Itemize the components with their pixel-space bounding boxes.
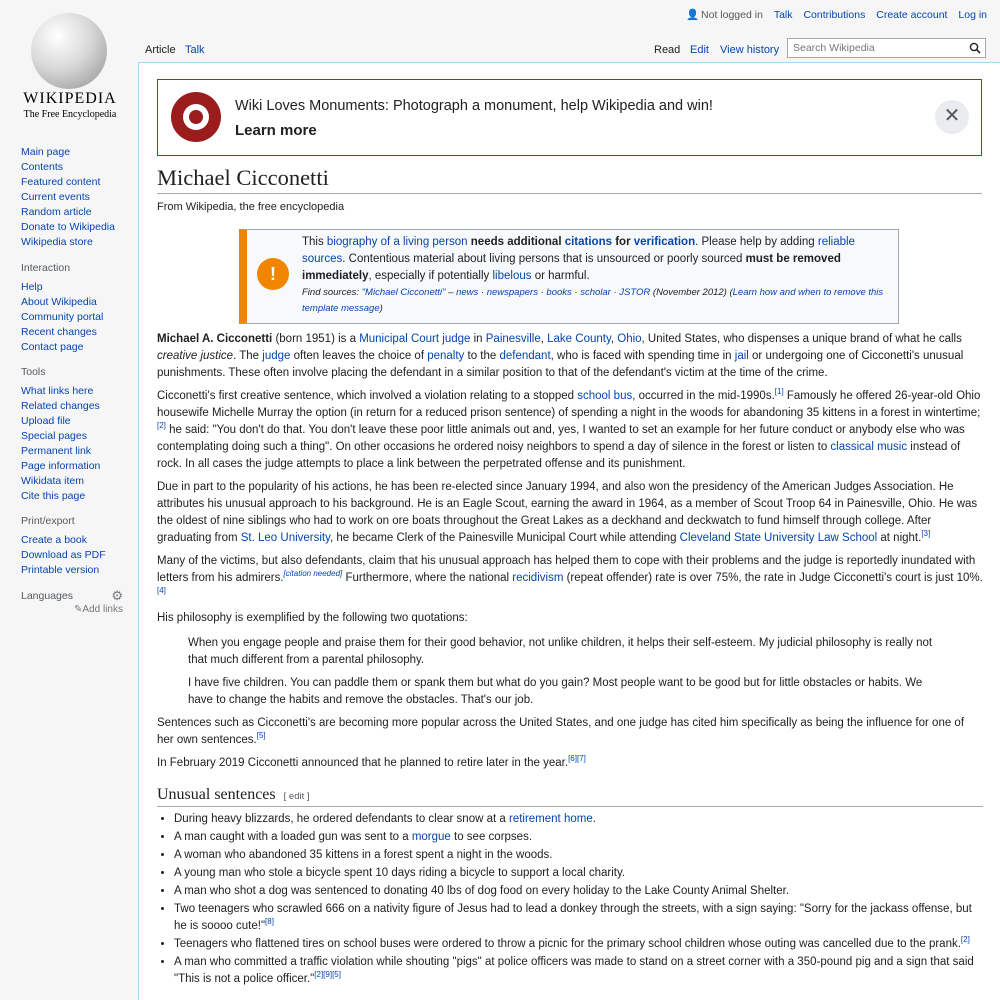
learn-remove-link[interactable]: Learn how and when to remove this template message	[302, 287, 884, 314]
warning-icon: !	[257, 258, 289, 290]
sidebar-main-nav	[21, 145, 115, 250]
banner-learn-more[interactable]: Learn more	[235, 122, 317, 139]
citation-needed	[284, 569, 343, 578]
link-school-bus[interactable]: school bus	[577, 390, 633, 402]
text: . The	[233, 350, 263, 362]
tab-view-history[interactable]: View history	[720, 44, 780, 56]
books-link[interactable]: books	[546, 287, 572, 298]
text: to see corpses.	[450, 831, 533, 843]
paragraph	[157, 715, 983, 749]
paragraph	[157, 388, 983, 473]
sidebar-item-contact[interactable]: Contact page	[21, 341, 84, 353]
text: (repeat offender) rate is over 75%, the rate in Judge Cicconetti's court is just 10%.	[563, 572, 983, 584]
find-sources-label: Find sources:	[302, 287, 362, 298]
text: Teenagers who flattened tires on school buses were ordered to throw a picnic for the primary school children whose outing was cancelled due to the prank.	[174, 938, 961, 950]
citations-link[interactable]: citations	[564, 236, 613, 248]
sidebar-item-special-pages[interactable]: Special pages	[21, 430, 87, 442]
logo-tagline: The Free Encyclopedia	[23, 109, 117, 120]
paragraph: His philosophy is exemplified by the following two quotations:	[157, 612, 468, 624]
text: Due in part to the popularity of his actions, he has been re-elected since January 1994, and also won the presidency of the American Judges Association. He attributes his unusual approach to his background. He is an Eagle Scout, earning the award in 1964, as a member of Scout Troop 64 in Painesville, Ohio. He was the oldest of nine siblings who had to work on ore boats throughout the Great Lakes as a deckhand and deckwatch to fund himself through college. After graduating from	[157, 481, 978, 544]
list-item: • A man who shot a dog was sentenced to donating 40 lbs of dog food on every holiday to the Lake County Animal Shelter.	[174, 883, 983, 900]
sidebar-languages	[21, 590, 123, 615]
user-icon: 👤	[685, 9, 700, 21]
find-sources	[302, 285, 894, 317]
wiki-loves-monuments-icon	[171, 92, 221, 142]
link-painesville[interactable]: Painesville	[485, 333, 541, 345]
separator: ·	[610, 287, 620, 298]
tab-edit[interactable]: Edit	[690, 44, 709, 56]
sidebar-print	[21, 515, 106, 578]
search-placeholder: Search Wikipedia	[793, 42, 875, 54]
create-account-link[interactable]: Create account	[876, 9, 948, 21]
link-jail[interactable]: jail	[734, 350, 749, 362]
link-lake-county[interactable]: Lake County	[547, 333, 611, 345]
reference-link[interactable]: [8]	[265, 917, 274, 927]
page-subtitle: From Wikipedia, the free encyclopedia	[157, 201, 345, 213]
text: or undergoing one of Cicconetti's unusual punishments. These often involve placing the defendant in a similar position to that of the defendant's victim at the time of the crime.	[157, 350, 964, 379]
sidebar-item-featured-content[interactable]: Featured content	[21, 176, 101, 188]
talk-link[interactable]	[766, 9, 793, 21]
login-link[interactable]: Log in	[958, 9, 987, 21]
text: .	[592, 813, 596, 825]
view-tabs	[648, 37, 783, 63]
text: in	[470, 333, 486, 345]
link-morgue[interactable]: morgue	[411, 831, 451, 843]
wikipedia-logo[interactable]	[20, 10, 120, 122]
verification-link[interactable]: verification	[633, 236, 696, 248]
text: often leaves the choice of	[290, 350, 428, 362]
text: In February 2019 Cicconetti announced that he planned to retire later in the year.	[157, 757, 569, 769]
jstor-link[interactable]: JSTOR	[619, 287, 651, 298]
reference-link[interactable]: [4]	[157, 586, 166, 596]
paragraph	[157, 331, 983, 382]
banner-text: Wiki Loves Monuments: Photograph a monument, help Wikipedia and win!	[235, 98, 713, 114]
separator: –	[445, 287, 457, 298]
sidebar-heading-interaction: Interaction	[21, 262, 71, 274]
notice-text: , especially if potentially	[368, 270, 493, 282]
sidebar-item-about[interactable]: About Wikipedia	[21, 296, 97, 308]
add-links[interactable]: ✎Add links	[74, 604, 123, 615]
text: Many of the victims, but also defendants, claim that his unusual approach has helped them to cope with their problems and the judge is reportedly inundated with letters from his admirers.	[157, 555, 976, 584]
content-area	[138, 62, 1000, 1000]
link-classical-music[interactable]: classical music	[830, 441, 908, 453]
text: he said: "You don't do that. You don't leave these poor little animals out and, yes, I wanted to set an example for her future conduct or anybody else who was contemplating doing such a thing". On other occasions he ordered noisy neighbors to spend a day of silence in the forest or listen to	[157, 424, 965, 453]
notice-text: or harmful.	[531, 270, 590, 282]
paragraph	[157, 755, 983, 772]
notice-bold: must be removed immediately	[302, 253, 841, 282]
not-logged-in: Not logged in	[701, 9, 763, 21]
news-link[interactable]: news	[456, 287, 479, 298]
sidebar-heading-languages: Languages	[21, 590, 73, 602]
separator: )	[379, 303, 383, 314]
sidebar-item-permanent-link[interactable]: Permanent link	[21, 445, 92, 457]
sidebar-item-donate[interactable]: Donate to Wikipedia	[21, 221, 115, 233]
sidebar-heading-tools: Tools	[21, 366, 46, 378]
list-item	[174, 901, 983, 935]
notice-bold: for	[612, 236, 634, 248]
notice-date: (November 2012) (	[650, 287, 733, 298]
sidebar-item-create-book[interactable]: Create a book	[21, 534, 87, 546]
reference-link[interactable]: [2]	[157, 421, 166, 431]
reference-link[interactable]: [3]	[921, 529, 931, 539]
link-st-leo[interactable]: St. Leo University	[240, 532, 331, 544]
gear-icon[interactable]: ⚙	[111, 588, 123, 603]
personal-tools	[678, 8, 987, 21]
list-item: • A young man who stole a bicycle spent 10 days riding a bicycle to support a local charity.	[174, 865, 983, 882]
sidebar-item-wikidata-item[interactable]: Wikidata item	[21, 475, 85, 487]
notice-text: . Please help by adding	[695, 236, 818, 248]
separator: ·	[478, 287, 487, 298]
reference-link[interactable]: [2][9][5]	[314, 970, 341, 980]
link-cleveland-state[interactable]: Cleveland State University Law School	[679, 532, 878, 544]
text: During heavy blizzards, he ordered defendants to clear snow at a	[174, 813, 509, 825]
sidebar-item-related-changes[interactable]: Related changes	[21, 400, 100, 412]
close-icon[interactable]: ✕	[935, 100, 969, 134]
sidebar-tools	[21, 366, 100, 504]
sidebar-item-cite-this-page[interactable]: Cite this page	[21, 490, 86, 502]
reliable-sources-link[interactable]: reliable sources	[302, 236, 855, 265]
citation-needed-link[interactable]: [citation needed]	[283, 569, 343, 579]
sidebar-item-store[interactable]: Wikipedia store	[21, 236, 93, 248]
link-judge[interactable]: judge	[262, 350, 291, 362]
notice-bold: needs additional	[470, 236, 565, 248]
section-heading	[157, 786, 983, 807]
section-edit-link[interactable]: [ edit ]	[283, 791, 310, 802]
notice-text: This	[302, 236, 327, 248]
sentences-list	[157, 811, 983, 988]
subject-name: Michael A. Cicconetti	[157, 333, 273, 345]
scholar-link[interactable]: scholar	[580, 287, 611, 298]
notice-text: . Contentious material about living persons that is unsourced or poorly sourced	[342, 253, 746, 265]
sidebar-item-page-information[interactable]: Page information	[21, 460, 101, 472]
search-input[interactable]	[787, 38, 986, 58]
section-title: Unusual sentences	[157, 786, 276, 803]
tab-read[interactable]: Read	[654, 44, 681, 56]
text: , who is faced with spending time in	[550, 350, 735, 362]
text: A man caught with a loaded gun was sent to a	[174, 831, 412, 843]
maintenance-notice	[239, 229, 899, 324]
link-municipal-court[interactable]: Municipal Court judge	[359, 333, 471, 345]
list-item	[174, 936, 983, 953]
separator: ·	[571, 287, 581, 298]
quotation: When you engage people and praise them for their good behavior, not unlike children, it helps their self-esteem. My judicial philosophy is really not that much different from a parental philosophy.	[188, 637, 933, 666]
reference-link[interactable]: [2]	[960, 935, 970, 945]
text: instead of rock. In all cases the judge attempts to place a link between the perpetrated offense and its punishment.	[157, 441, 961, 470]
text: Cicconetti's first creative sentence, which involved a violation relating to a stopped	[157, 390, 578, 402]
logo-wordmark: WIKIPEDIA	[23, 90, 117, 107]
quotation: I have five children. You can paddle them or spank them but what do you gain? Most people want to be good but for little obstacles or habits. We have to change the habits and remove the obstacles. That's our job.	[188, 677, 923, 706]
tab-talk[interactable]: Talk	[185, 44, 205, 56]
sidebar-item-download-pdf[interactable]: Download as PDF	[21, 549, 106, 561]
sidebar-item-upload-file[interactable]: Upload file	[21, 415, 71, 427]
paragraph	[157, 553, 983, 604]
list-item	[174, 829, 983, 846]
central-notice-banner[interactable]	[157, 79, 982, 156]
text-italic: creative justice	[157, 350, 234, 362]
sidebar-item-current-events[interactable]: Current events	[21, 191, 90, 203]
link-defendant[interactable]: defendant	[499, 350, 551, 362]
list-item: • A woman who abandoned 35 kittens in a forest spent a night in the woods.	[174, 847, 983, 864]
sidebar-item-recent-changes[interactable]: Recent changes	[21, 326, 97, 338]
text: , occurred in the mid-1990s.	[632, 390, 775, 402]
link-ohio[interactable]: Ohio	[617, 333, 642, 345]
text: Sentences such as Cicconetti's are becoming more popular across the United States, and one judge has cited him specifically as being the influence for one of her own sentences.	[157, 717, 965, 746]
text: ,	[610, 333, 618, 345]
quotation-block	[188, 635, 948, 709]
text: Two teenagers who scrawled 666 on a nativity figure of Jesus had to lead a donkey through the streets, with a sign saying: "Sorry for the jackass offense, but he is soooo cute!"	[174, 903, 972, 932]
sidebar-interaction	[21, 262, 103, 355]
sidebar-item-printable-version[interactable]: Printable version	[21, 564, 100, 576]
paragraph	[157, 479, 983, 547]
sidebar-item-what-links-here[interactable]: What links here	[21, 385, 94, 397]
separator: ·	[537, 287, 547, 298]
search-icon[interactable]	[969, 42, 981, 54]
link-penalty[interactable]: penalty	[427, 350, 465, 362]
text: to the	[464, 350, 500, 362]
find-sources-query[interactable]: "Michael Cicconetti"	[361, 287, 446, 298]
text: , United States, who dispenses a unique brand of what he calls	[641, 333, 962, 345]
text: at night.	[877, 532, 922, 544]
text: Famously he offered 26-year-old Ohio housewife Michelle Murray the option (in return for a reduced prison sentence) of spending a night in the woods for abandoning 35 kittens in a forest in wintertime;	[157, 390, 981, 419]
namespace-tabs	[140, 37, 210, 63]
pencil-icon: ✎	[74, 604, 83, 615]
talk-label: Talk	[773, 9, 793, 21]
reference-link[interactable]: [5]	[256, 731, 266, 741]
text: , he became Clerk of the Painesville Municipal Court while attending	[330, 532, 680, 544]
reference-link[interactable]: [6]	[568, 754, 577, 764]
link-recidivism[interactable]: recidivism	[512, 572, 564, 584]
contributions-link[interactable]: Contributions	[803, 9, 866, 21]
globe-icon	[31, 13, 107, 89]
text: A man who committed a traffic violation while shouting "pigs" at police officers was made to stand on a street corner with a 350-pound pig and a sign that said "This is not a police officer."	[174, 956, 974, 985]
libelous-link[interactable]: libelous	[492, 270, 532, 282]
list-item	[174, 811, 983, 828]
sidebar-heading-print: Print/export	[21, 515, 75, 527]
list-item	[174, 954, 983, 988]
link-retirement-home[interactable]: retirement home	[508, 813, 593, 825]
sidebar-item-main-page[interactable]: Main page	[21, 146, 71, 158]
reference-link[interactable]: [7]	[576, 754, 586, 764]
sidebar-item-contents[interactable]: Contents	[21, 161, 64, 173]
page-title: Michael Cicconetti	[157, 165, 982, 194]
text: ,	[540, 333, 548, 345]
article-body	[157, 331, 983, 989]
sidebar-item-help[interactable]: Help	[21, 281, 43, 293]
blp-link[interactable]: biography of a living person	[326, 236, 468, 248]
tab-article[interactable]: Article	[145, 44, 176, 56]
sidebar-item-community-portal[interactable]: Community portal	[21, 311, 104, 323]
text: Furthermore, where the national	[342, 572, 513, 584]
sidebar-item-random-article[interactable]: Random article	[21, 206, 92, 218]
newspapers-link[interactable]: newspapers	[486, 287, 538, 298]
text: (born 1951) is a	[272, 333, 360, 345]
reference-link[interactable]: [1]	[774, 387, 784, 397]
